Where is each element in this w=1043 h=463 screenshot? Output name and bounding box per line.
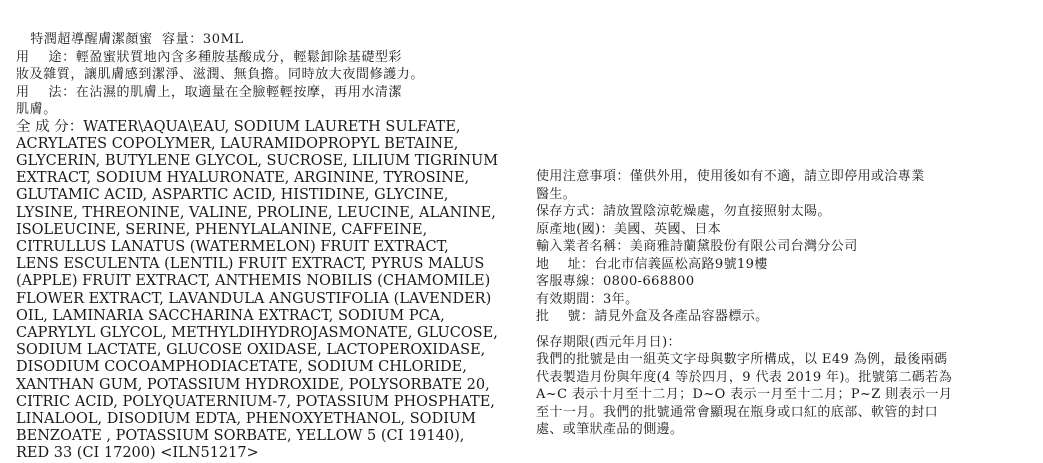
ingredients-line: GLUTAMIC ACID, ASPARTIC ACID, HISTIDINE, GLYCINE, [16,187,449,204]
expiry-text-line: 至十一月。我們的批號通常會顯現在瓶身或口紅的底部、軟管的封口 [536,404,939,420]
ingredients-line: XANTHAN GUM, POTASSIUM HYDROXIDE, POLYSORBATE 20, [16,376,490,393]
expiry-text-line: 處、或筆狀產品的側邊。 [536,422,684,437]
section-spacer [536,326,1036,334]
expiry-explanation-block [536,334,1036,439]
ingredients-line: EXTRACT, SODIUM HYALURONATE, ARGININE, TYROSINE, [16,170,470,187]
ingredients-line: 全 成 分：WATER\AQUA\EAU, SODIUM LAURETH SULFATE, [16,118,461,135]
shelf-life-line: 有效期間：3年。 [536,291,639,307]
importer-name-line: 輸入業者名稱：美商雅詩蘭黛股份有限公司台灣分公司 [536,239,858,254]
ingredients-list [16,119,528,463]
ingredients-line: LYSINE, THREONINE, VALINE, PROLINE, LEUCINE, ALANINE, [16,204,496,221]
ingredients-line: SODIUM LACTATE, GLUCOSE OXIDASE, LACTOPEROXIDASE, [16,342,486,359]
usage-purpose-line: 妝及雜質，讓肌膚感到潔淨、滋潤、無負擔。同時放大夜間修護力。 [16,67,425,82]
ingredients-line: FLOWER EXTRACT, LAVANDULA ANGUSTIFOLIA (LAVENDER) [16,290,492,307]
ingredients-line: DISODIUM COCOAMPHODIACETATE, SODIUM CHLORIDE, [16,359,467,376]
ingredients-line: ISOLEUCINE, SERINE, PHENYLALANINE, CAFFEINE, [16,221,428,238]
storage-method-line: 保存方式：請放置陰涼乾燥處，勿直接照射太陽。 [536,204,831,219]
product-label-right-column [536,168,1036,439]
ingredients-line: GLYCERIN, BUTYLENE GLYCOL, SUCROSE, LILIUM TIGRINUM [16,152,499,169]
ingredients-line: (APPLE) FRUIT EXTRACT, ANTHEMIS NOBILIS (CHAMOMILE) [16,273,491,290]
ingredients-line: BENZOATE , POTASSIUM SORBATE, YELLOW 5 (CI 19140), [16,428,465,445]
ingredients-line: OIL, LAMINARIA SACCHARINA EXTRACT, SODIUM PCA, [16,307,445,324]
batch-number-line: 批 號：請見外盒及各產品容器標示。 [536,309,769,324]
product-label-left-column [16,31,528,463]
ingredients-line: CITRIC ACID, POLYQUATERNIUM-7, POTASSIUM PHOSPHATE, [16,393,495,410]
address-line: 地 址：台北市信義區松高路9號19樓 [536,256,768,272]
ingredients-line: CITRULLUS LANATUS (WATERMELON) FRUIT EXTRACT, [16,238,449,255]
precautions-line: 使用注意事項：僅供外用，使用後如有不適，請立即停用或洽專業 [536,169,925,184]
origin-country-line: 原產地(國)：美國、英國、日本 [536,221,722,237]
expiry-text-line: 我們的批號是由一組英文字母與數字所構成，以 E49 為例，最後兩碼 [536,352,948,367]
product-info-block [536,168,1036,326]
precautions-line: 醫生。 [536,186,577,202]
product-name-line: 特潤超導醒膚潔顏蜜 容量：30ML [16,32,244,47]
usage-purpose-line: 用 途：輕盈蜜狀質地內含多種胺基酸成分，輕鬆卸除基礎型彩 [16,49,403,65]
ingredients-line: RED 33 (CI 17200) <ILN51217> [16,445,259,462]
expiry-text-line: A~C 表示十月至十二月；D~O 表示一月至十二月；P~Z 則表示一月 [536,387,953,402]
usage-method-line: 用 法：在沾濕的肌膚上，取適量在全臉輕輕按摩，再用水清潔 [16,84,403,100]
customer-service-line: 客服專線：0800-668800 [536,274,695,289]
expiry-heading: 保存期限(西元年月日)： [536,334,681,350]
expiry-text-line: 代表製造月份與年度(4 等於四月，9 代表 2019 年)。批號第二碼若為 [536,369,953,385]
ingredients-line: ACRYLATES COPOLYMER, LAURAMIDOPROPYL BETAINE, [16,135,459,152]
ingredients-line: CAPRYLYL GLYCOL, METHYLDIHYDROJASMONATE, GLUCOSE, [16,324,498,341]
ingredients-line: LENS ESCULENTA (LENTIL) FRUIT EXTRACT, PYRUS MALUS [16,256,485,273]
ingredients-line: LINALOOL, DISODIUM EDTA, PHENOXYETHANOL, SODIUM [16,410,476,427]
usage-method-line: 肌膚。 [16,102,57,117]
product-description-block [16,31,528,119]
